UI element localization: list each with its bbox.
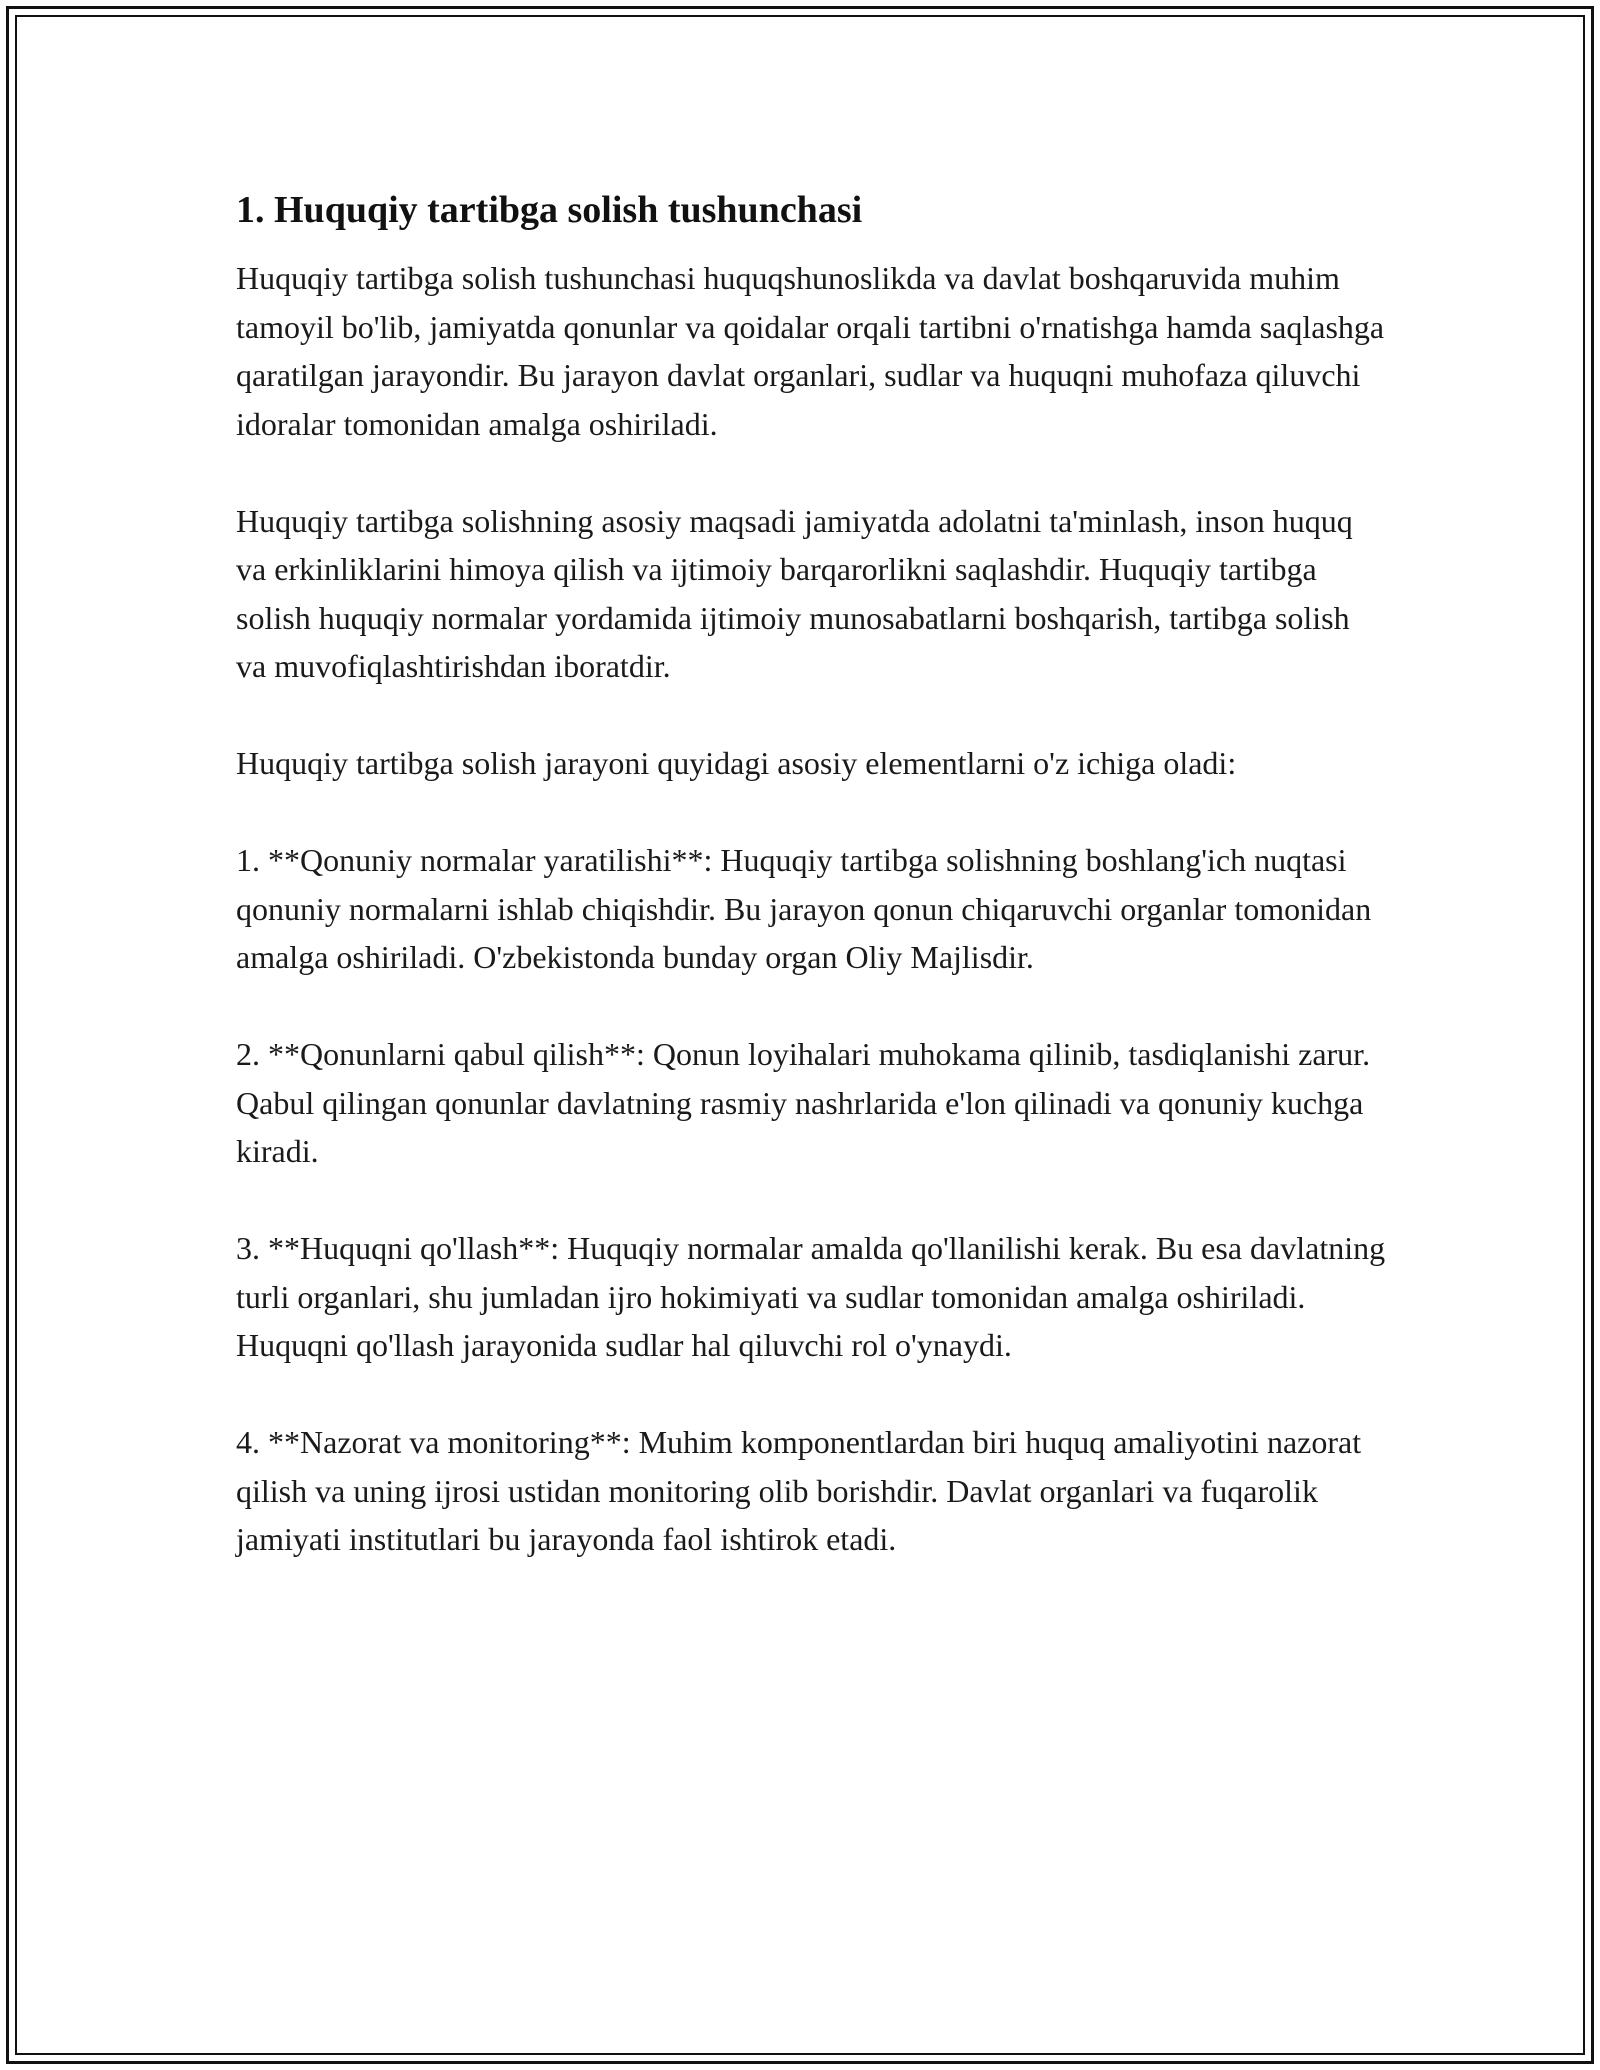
list-item-normalar: 1. **Qonuniy normalar yaratilishi**: Huquqiy tartibga solishning boshlang'ich nuqtasi qonuniy normalarni ishlab chiqishdir. Bu jarayon qonun chiqaruvchi organlar tomonidan amalga oshiriladi. O'zbekistonda bunday organ Oliy Majlisdir. bbox=[236, 842, 1372, 975]
paragraph-intro: Huquqiy tartibga solish tushunchasi huquqshunoslikda va davlat boshqaruvida muhim tamoyil bo'lib, jamiyatda qonunlar va qoidalar orqali tartibni o'rnatishga hamda saqlashga qaratilgan jarayondir. Bu jarayon davlat organlari, sudlar va huquqni muhofaza qiluvchi idoralar tomonidan amalga oshiriladi. bbox=[236, 260, 1385, 442]
list-item-nazorat: 4. **Nazorat va monitoring**: Muhim komponentlardan biri huquq amaliyotini nazorat qilish va uning ijrosi ustidan monitoring olib borishdir. Davlat organlari va fuqarolik jamiyati institutlari bu jarayonda faol ishtirok etadi. bbox=[236, 1424, 1362, 1557]
paragraph-purpose: Huquqiy tartibga solishning asosiy maqsadi jamiyatda adolatni ta'minlash, inson huquq va erkinliklarini himoya qilish va ijtimoiy barqarorlikni saqlashdir. Huquqiy tartibga solish huquqiy normalar yordamida ijtimoiy munosabatlarni boshqarish, tartibga solish va muvofiqlashtirishdan iboratdir. bbox=[236, 502, 1353, 684]
document-body bbox=[236, 186, 1386, 1612]
paragraph-elements-intro: Huquqiy tartibga solish jarayoni quyidagi asosiy elementlarni o'z ichiga oladi: bbox=[236, 745, 1237, 781]
list-item-qabul-qilish: 2. **Qonunlarni qabul qilish**: Qonun loyihalari muhokama qilinib, tasdiqlanishi zarur. Qabul qilingan qonunlar davlatning rasmiy nashrlarida e'lon qilinadi va qonuniy kuchga kiradi. bbox=[236, 1036, 1371, 1169]
section-heading: 1. Huquqiy tartibga solish tushunchasi bbox=[236, 189, 863, 231]
list-item-qollash: 3. **Huquqni qo'llash**: Huquqiy normalar amalda qo'llanilishi kerak. Bu esa davlatning turli organlari, shu jumladan ijro hokimiyati va sudlar tomonidan amalga oshiriladi. Huquqni qo'llash jarayonida sudlar hal qiluvchi rol o'ynaydi. bbox=[236, 1230, 1386, 1363]
